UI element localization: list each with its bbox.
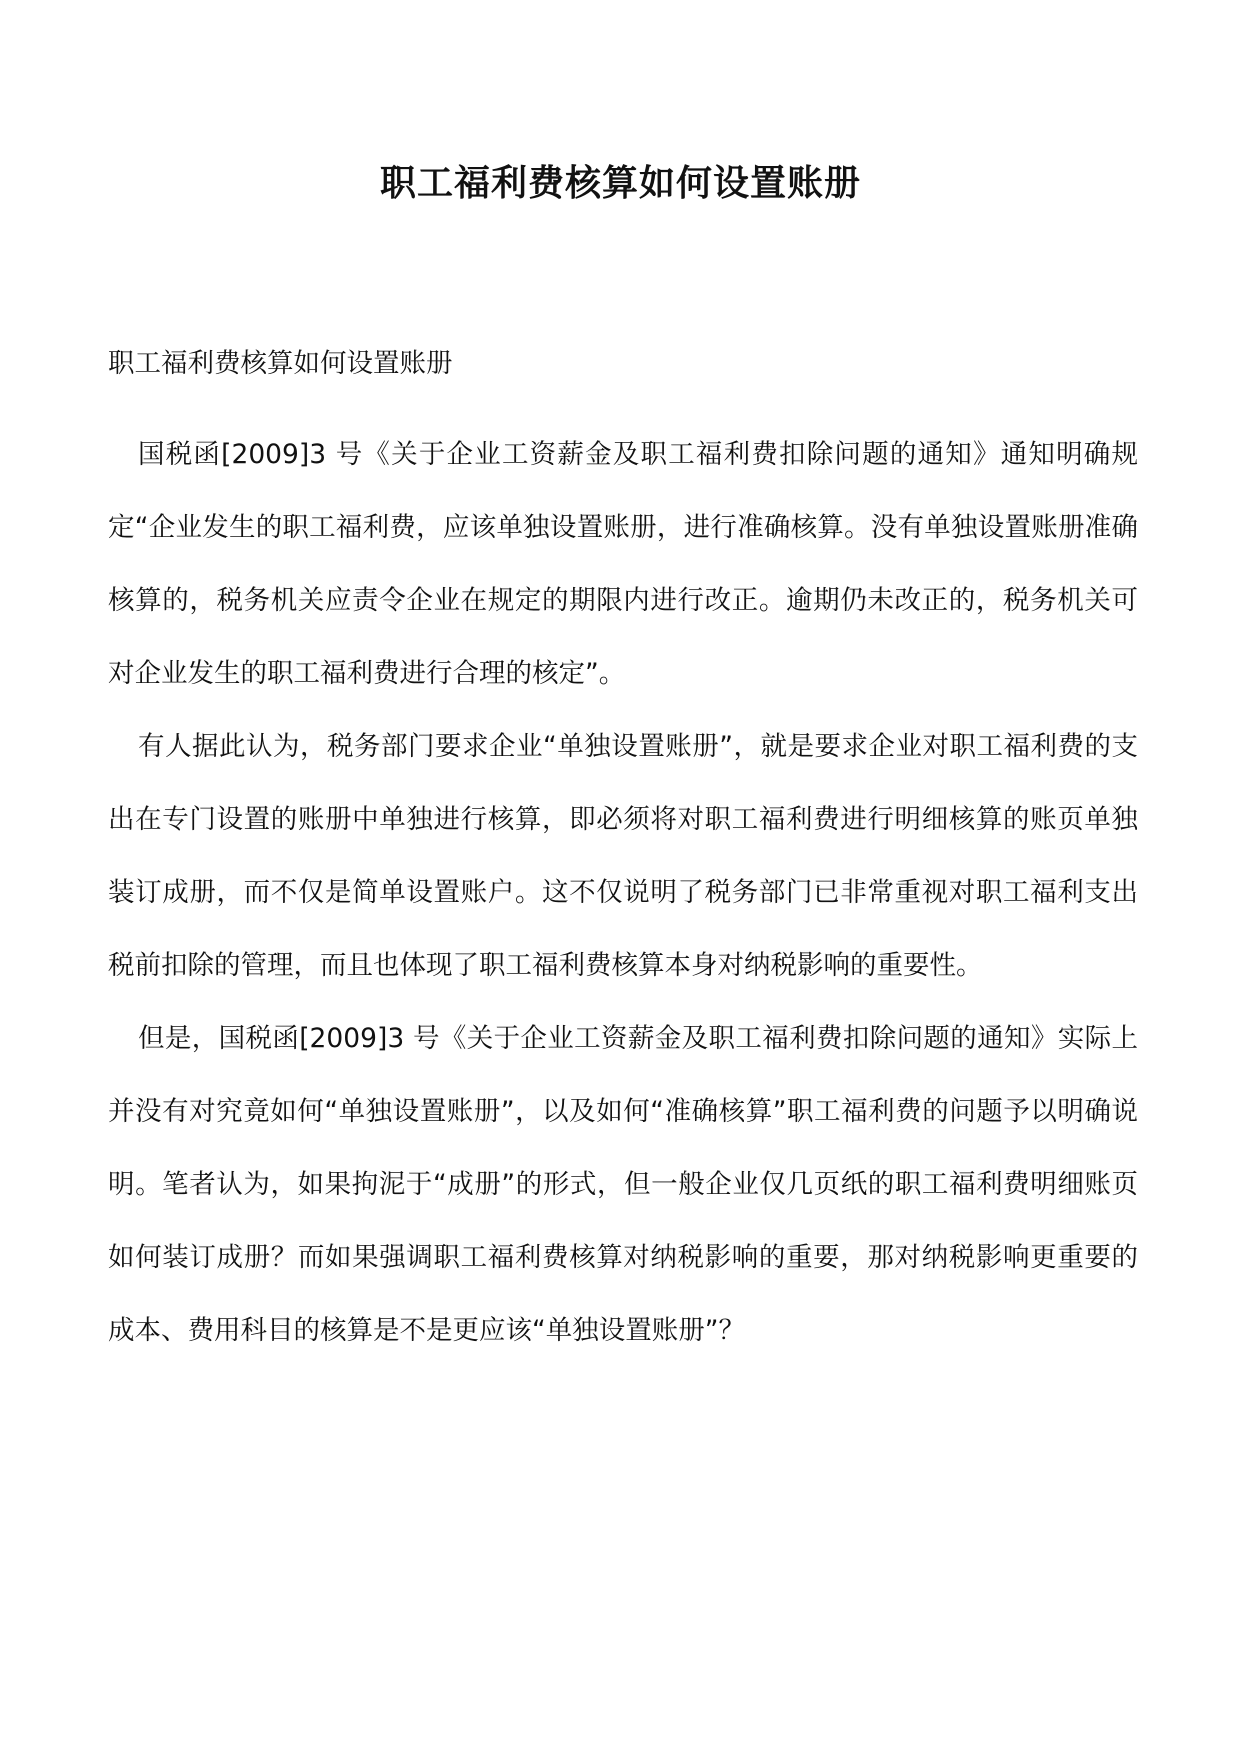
document-title: 职工福利费核算如何设置账册 — [379, 162, 861, 204]
paragraph-2: 有人据此认为，税务部门要求企业“单独设置账册”，就是要求企业对职工福利费的支出在专门设置的账册中单独进行核算，即必须将对职工福利费进行明细核算的账页单独装订成册，而不仅是简单设置账户。这不仅说明了税务部门已非常重视对职工福利支出税前扣除的管理，而且也体现了职工福利费核算本身对纳税影响的重要性。 — [108, 731, 1138, 981]
document-subheading: 职工福利费核算如何设置账册 — [108, 348, 453, 379]
paragraph-3: 但是，国税函[2009]3 号《关于企业工资薪金及职工福利费扣除问题的通知》实际上并没有对究竟如何“单独设置账册”，以及如何“准确核算”职工福利费的问题予以明确说明。笔者认为，如果拘泥于“成册”的形式，但一般企业仅几页纸的职工福利费明细账页如何装订成册？而如果强调职工福利费核算对纳税影响的重要，那对纳税影响更重要的成本、费用科目的核算是不是更应该“单独设置账册”？ — [108, 1023, 1138, 1346]
document-body — [108, 344, 1138, 1367]
paragraph-1: 国税函[2009]3 号《关于企业工资薪金及职工福利费扣除问题的通知》通知明确规定“企业发生的职工福利费，应该单独设置账册，进行准确核算。没有单独设置账册准确核算的，税务机关应责令企业在规定的期限内进行改正。逾期仍未改正的，税务机关可对企业发生的职工福利费进行合理的核定”。 — [108, 439, 1138, 689]
